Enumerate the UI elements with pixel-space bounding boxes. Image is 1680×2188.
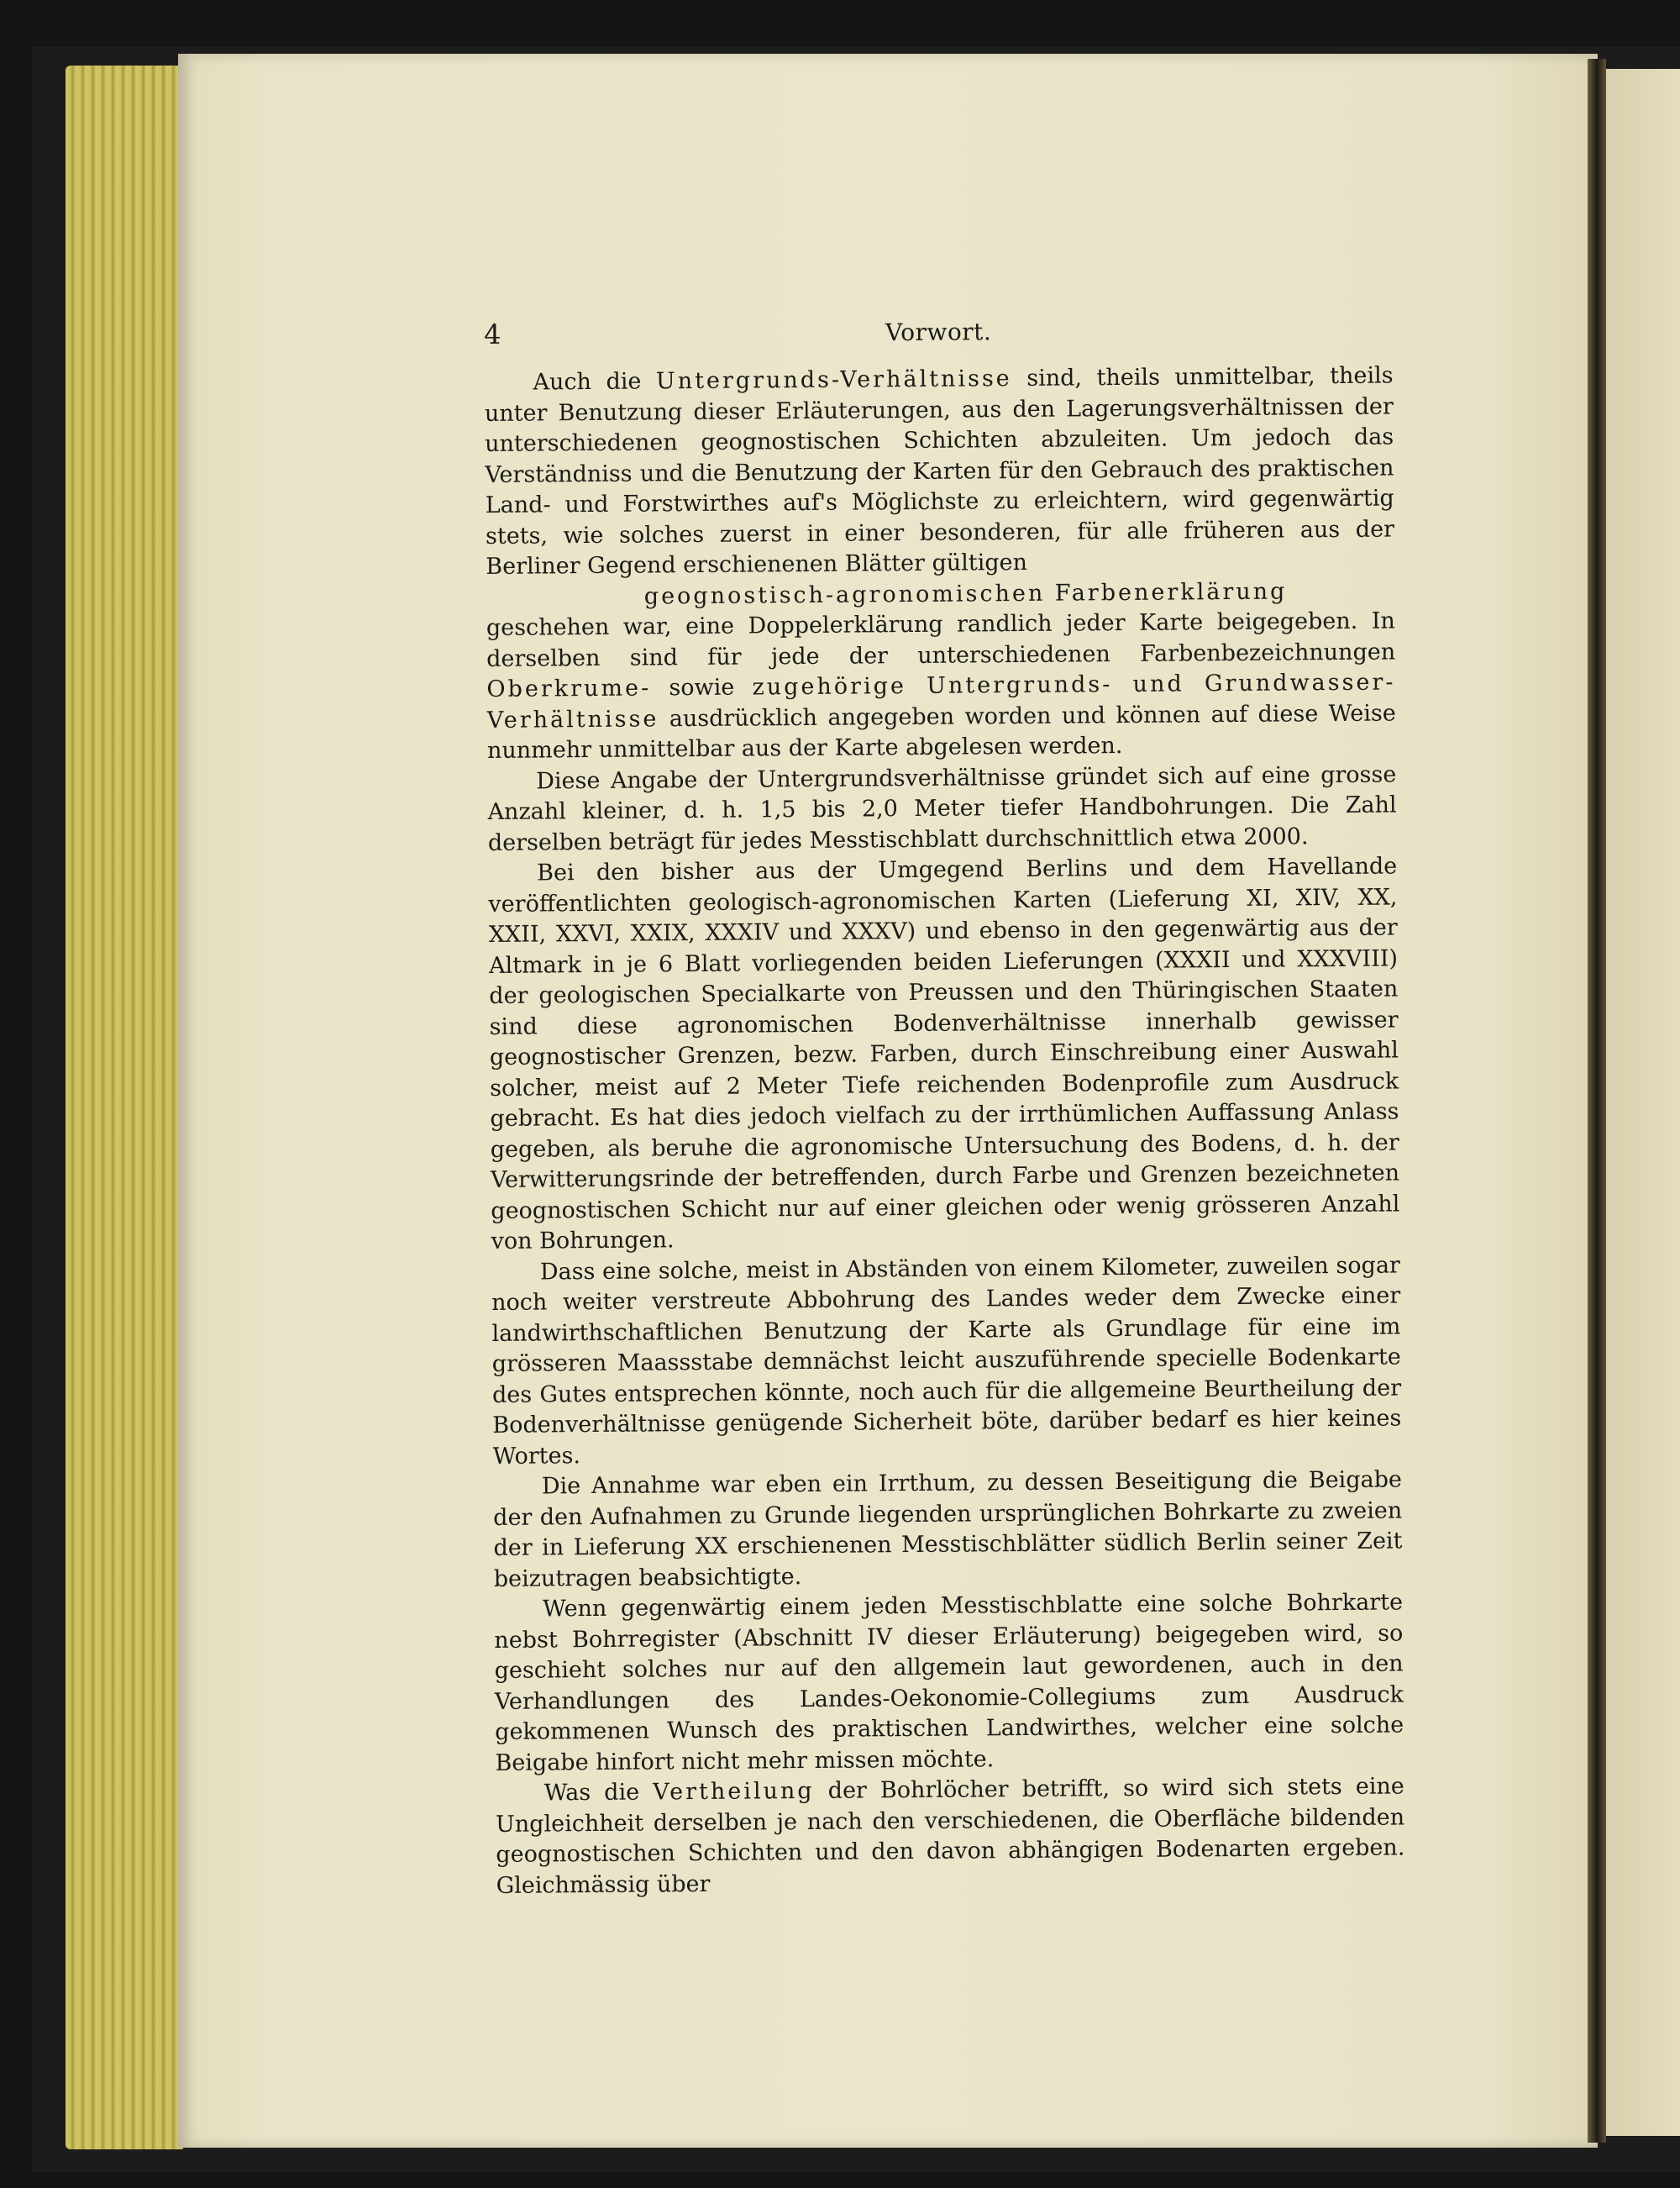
paragraph <box>484 361 1394 583</box>
paragraph: Dass eine solche, meist in Abständen von einem Kilometer, zuweilen sogar noch weiter verstreute Abbohrung des Landes weder dem Zwecke einer landwirthschaftlichen Benutzung der Karte als Grundlage für eine im grösseren Maassstabe demnächst leicht auszuführende specielle Bodenkarte des Gutes entsprechen könnte, noch auch für die allgemeine Beurtheilung der Bodenverhältnisse genügende Sicherheit böte, darüber bedarf es hier keines Wortes. <box>491 1251 1402 1470</box>
text-run: geschehen war, eine Doppelerklärung randlich jeder Karte beigegeben. In derselben sind für jede der unterschiedenen Farbenbezeichnungen <box>486 607 1396 672</box>
text-run: sowie <box>651 674 753 702</box>
facing-page-edge <box>1606 69 1680 2136</box>
paragraph: Bei den bisher aus der Umgegend Berlins und dem Havellande veröffentlichten geologisch-agronomischen Karten (Lieferung XI, XIV, XX, XXII, XXVI, XXIX, XXXIV und XXXV) und ebenso in den gegenwärtig aus der Altmark in je 6 Blatt vorliegenden beiden Lieferungen (XXXII und XXXVIII) der geologischen Specialkarte von Preussen und den Thüringischen Staaten sind diese agronomischen Bodenverhältnisse innerhalb gewisser geognostischer Grenzen, bezw. Farben, durch Einschreibung einer Auswahl solcher, meist auf 2 Meter Tiefe reichenden Bodenprofile zum Ausdruck gebracht. Es hat dies jedoch vielfach zu der irrthümlichen Auffassung Anlass gegeben, als beruhe die agronomische Untersuchung des Bodens, d. h. der Verwitterungsrinde der betreffenden, durch Farbe und Grenzen bezeichneten geognostischen Schicht nur auf einer gleichen oder wenig grösseren Anzahl von Bohrungen. <box>488 853 1400 1254</box>
paragraph: Wenn gegenwärtig einem jeden Messtischblatte eine solche Bohrkarte nebst Bohrregister (Abschnitt IV dieser Erläuterung) beigegeben wird, so geschieht solches nur auf den allgemein laut gewordenen, auch in den Verhandlungen des Landes-Oekonomie-Collegiums zum Ausdruck gekommenen Wunsch des praktischen Landwirthes, welcher eine solche Beigabe hinfort nicht mehr missen möchte. <box>494 1589 1404 1776</box>
paragraph <box>496 1771 1405 1901</box>
running-head <box>484 311 1393 368</box>
spaced-term: Oberkrume- <box>486 675 652 702</box>
paragraph <box>486 606 1396 766</box>
centered-term: geognostisch-agronomischen Farbenerklärung <box>643 577 1288 610</box>
text-run: sind, theils unmittelbar, theils unter Benutzung dieser Erläuterungen, aus den Lagerungsverhältnissen der unterschiedenen geognostischen Schichten abzuleiten. Um jedoch das Verständniss und die Benutzung der Karten für den Gebrauch des praktischen Land- und Forstwirthes auf's Möglichste zu erleichtern, wird gegenwärtig stets, wie solches zuerst in einer besonderen, für alle früheren aus der Berliner Gegend erschienenen Blätter gültigen <box>484 362 1395 580</box>
paragraph: Diese Angabe der Untergrundsverhältnisse gründet sich auf eine grosse Anzahl kleiner, d. h. 1,5 bis 2,0 Meter tiefer Handbohrungen. Die Zahl derselben beträgt für jedes Messtischblatt durchschnittlich etwa 2000. <box>487 760 1397 856</box>
text-run: ausdrücklich angegeben worden und können auf diese Weise nunmehr unmittelbar aus der Karte abgelesen werden. <box>486 699 1396 764</box>
text-block <box>484 311 1405 1901</box>
page-edges <box>66 66 183 2149</box>
spaced-term: Vertheilung <box>653 1777 815 1806</box>
spaced-term: zugehörige Untergrunds- und Grundwasser-Verhältnisse <box>486 669 1396 734</box>
text-run: der Bohrlöcher betrifft, so wird sich stets eine Ungleichheit derselben je nach den verschiedenen, die Oberfläche bildenden geognostischen Schichten und den davon abhängigen Bodenarten ergeben. Gleichmässig über <box>495 1773 1405 1899</box>
header-title: Vorwort. <box>885 318 992 347</box>
text-run: Auch die <box>533 368 657 396</box>
book-gutter <box>1588 59 1606 2143</box>
text-run: Was die <box>543 1779 654 1807</box>
spaced-term: Untergrunds-Verhältnisse <box>655 366 1012 395</box>
paragraph: Die Annahme war eben ein Irrthum, zu dessen Beseitigung die Beigabe der den Aufnahmen zu Grunde liegenden ursprünglichen Bohrkarte zu zweien der in Lieferung XX erschienenen Messtischblätter südlich Berlin seiner Zeit beizutragen beabsichtigte. <box>493 1466 1403 1592</box>
page-number: 4 <box>484 318 501 350</box>
